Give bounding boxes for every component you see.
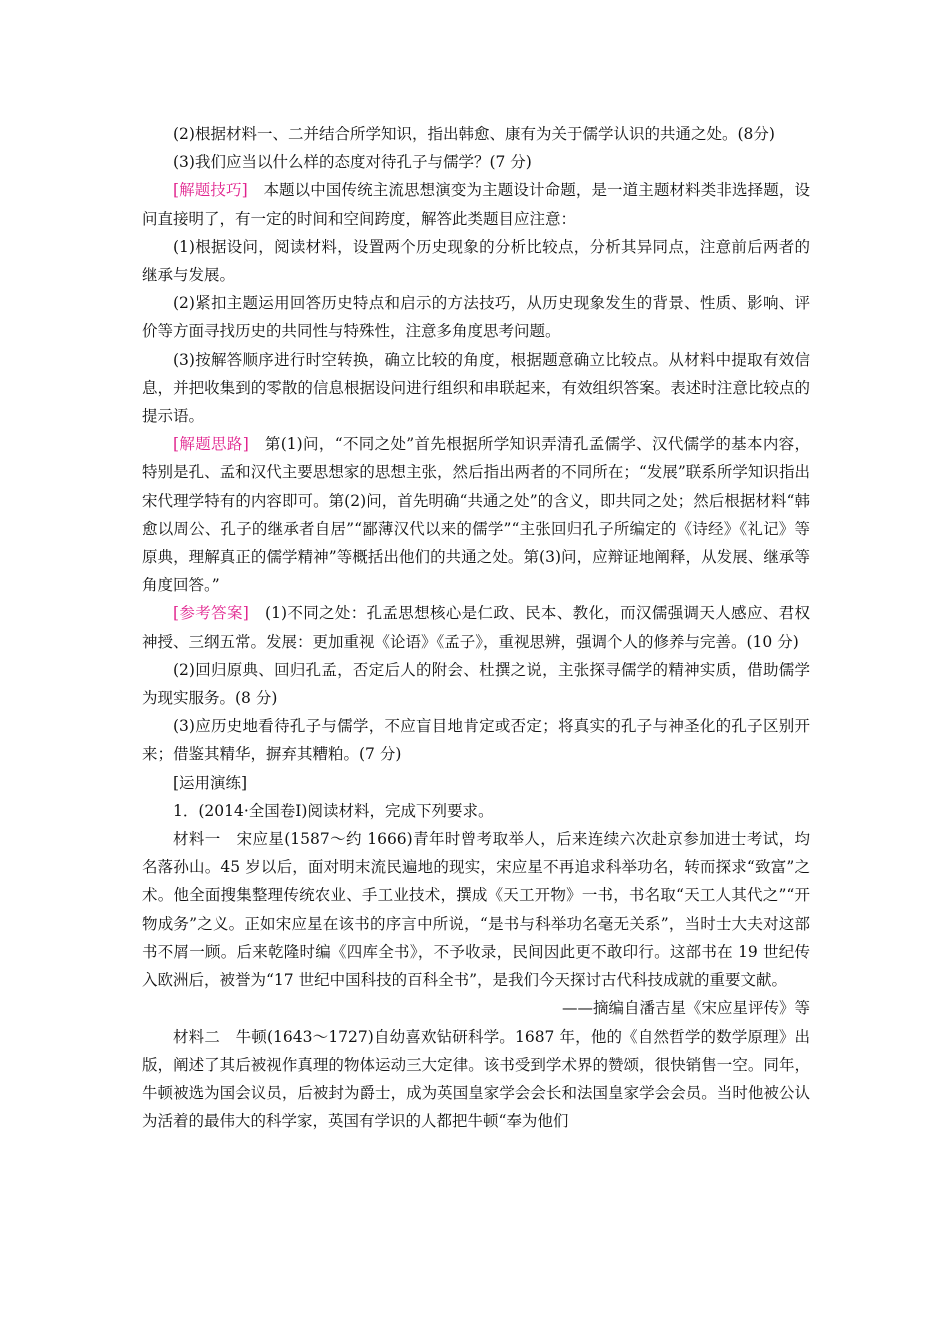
tip-label: [解题技巧] <box>173 181 248 200</box>
idea-text: 第(1)问，“不同之处”首先根据所学知识弄清孔孟儒学、汉代儒学的基本内容，特别是孔、孟和汉代主要思想家的思想主张，然后指出两者的不同所在；“发展”联系所学知识指出宋代理学特有的内容即可。第(2)问，首先明确“共通之处”的含义，即共同之处；然后根据材料“韩愈以周公、孔子的继承者自居”“鄙薄汉代以来的儒学”“主张回归孔子所编定的《诗经》《礼记》等原典，理解真正的儒学精神”等概括出他们的共通之处。第(3)问，应辩证地阐释，从发展、继承等角度回答。” <box>142 435 810 595</box>
question-3: (3)我们应当以什么样的态度对待孔子与儒学？(7 分) <box>173 153 532 172</box>
material-2: 材料二 牛顿(1643～1727)自幼喜欢钻研科学。1687 年，他的《自然哲学的数学原理》出版，阐述了其后被视作真理的物体运动三大定律。该书受到学术界的赞颂，很快销售一空。同年，牛顿被选为国会议员，后被封为爵士，成为英国皇家学会会长和法国皇家学会会员。当时他被公认为活着的最伟大的科学家，英国有学识的人都把牛顿“奉为他们 <box>142 1027 810 1131</box>
question-2: (2)根据材料一、二并结合所学知识，指出韩愈、康有为关于儒学认识的共通之处。(8分) <box>173 125 775 143</box>
tip-text: 本题以中国传统主流思想演变为主题设计命题，是一道主题材料类非选择题，设问直接明了，有一定的时间和空间跨度，解答此类题目应注意： <box>142 181 810 228</box>
tip-3: (3)按解答顺序进行时空转换，确立比较的角度，根据题意确立比较点。从材料中提取有效信息，并把收集到的零散的信息根据设问进行组织和串联起来，有效组织答案。表述时注意比较点的提示语。 <box>142 350 810 426</box>
question-title: 1．(2014·全国卷Ⅰ)阅读材料，完成下列要求。 <box>173 801 494 820</box>
practice-heading: [运用演练] <box>173 773 248 792</box>
reference-answer <box>142 599 810 655</box>
document-body <box>142 120 810 1135</box>
answer-3: (3)应历史地看待孔子与儒学，不应盲目地肯定或否定；将真实的孔子与神圣化的孔子区别开来；借鉴其精华，摒弃其糟粕。(7 分) <box>142 717 810 764</box>
solution-tips <box>142 176 810 232</box>
solution-ideas <box>142 430 810 599</box>
answer-2: (2)回归原典、回归孔孟，否定后人的附会、杜撰之说，主张探寻儒学的精神实质，借助儒学为现实服务。(8 分) <box>142 660 810 708</box>
material-1-source: ——摘编自潘吉星《宋应星评传》等 <box>561 999 810 1018</box>
material-1: 材料一 宋应星(1587～约 1666)青年时曾考取举人，后来连续六次赴京参加进士考试，均名落孙山。45 岁以后，面对明末流民遍地的现实，宋应星不再追求科举功名，转而探求“致富”之术。他全面搜集整理传统农业、手工业技术，撰成《天工开物》一书，书名取“天工人其代之”“开物成务”之义。正如宋应星在该书的序言中所说，“是书与科举功名毫无关系”，当时士大夫对这部书不屑一顾。后来乾隆时编《四库全书》，不予收录，民间因此更不敢印行。这部书在 19 世纪传入欧洲后，被誉为“17 世纪中国科技的百科全书”，是我们今天探讨古代科技成就的重要文献。 <box>142 830 810 990</box>
answer-text: (1)不同之处：孔孟思想核心是仁政、民本、教化，而汉儒强调天人感应、君权神授、三纲五常。发展：更加重视《论语》《孟子》，重视思辨，强调个人的修养与完善。(10 分) <box>142 604 810 651</box>
idea-label: [解题思路] <box>173 435 249 454</box>
tip-1: (1)根据设问，阅读材料，设置两个历史现象的分析比较点，分析其异同点，注意前后两者的继承与发展。 <box>142 237 810 285</box>
answer-label: [参考答案] <box>173 604 249 623</box>
tip-2: (2)紧扣主题运用回答历史特点和启示的方法技巧，从历史现象发生的背景、性质、影响、评价等方面寻找历史的共同性与特殊性，注意多角度思考问题。 <box>142 294 810 341</box>
